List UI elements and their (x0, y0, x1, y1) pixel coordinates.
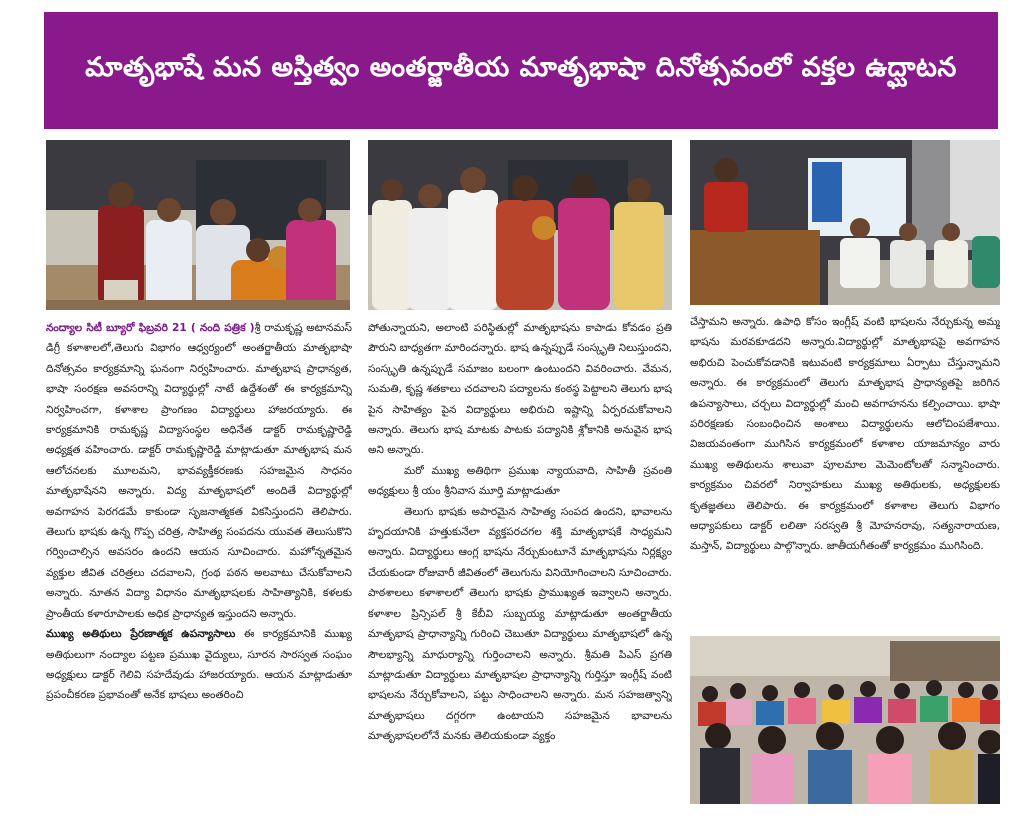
photo-speaker-at-podium (690, 140, 1000, 305)
byline: నంద్యాల సిటీ బ్యూరో ఫిబ్రవరి 21 ( నంది పత్రిక ) (46, 322, 255, 334)
headline-text: మాతృభాషే మన అస్తిత్వం అంతర్జాతీయ మాతృభాషా దినోత్సవంలో వక్తల ఉద్ఘాటన (85, 51, 957, 83)
column-1-body-text-2: ఈ కార్యక్రమానికి ముఖ్య అతిథులుగా నంద్యాల పట్టణ ప్రముఖ వైద్యులు, సూరన సారస్వత సంఘం అధ్యక్షులు డాక్టర్ గెలివి సహదేవుడు హాజరయ్యారు. ఆయన మాట్లాడుతూ ప్రపంచీకరణ ప్రభావంతో అనేక భాషలు అంతరించి (46, 628, 352, 702)
column-2-paragraph-2: మరో ముఖ్య అతిథిగా ప్రముఖ న్యాయవాది, సాహితీ స్రవంతి అధ్యక్షులు శ్రీ యం శ్రీనివాస మూర్తి మాట్లాడుతూ (368, 464, 672, 498)
article-column-1 (46, 318, 352, 818)
column-1-body-text: శ్రీ రామకృష్ణ అటానమస్ డిగ్రీ కళాశాలలో,తెలుగు విభాగం ఆధ్వర్యంలో అంతర్జాతీయ మాతృభాషా దినోత్సవం కార్యక్రమాన్ని ఘనంగా నిర్వహించారు. మాతృభాష ప్రాధాన్యత, భాషా సంరక్షణ అవసరాన్ని విద్యార్థుల్లో నాటే ఉద్దేశంతో ఈ కార్యక్రమాన్ని నిర్వహించగా, కళాశాల ప్రాంగణం విద్యార్థులు హాజరయ్యారు. ఈ కార్యక్రమానికి రామకృష్ణ విద్యాసంస్థల అధినేత డాక్టర్ రామకృష్ణారెడ్డి అధ్యక్షత వహించారు. డాక్టర్ రామకృష్ణారెడ్డి మాట్లాడుతూ మాతృభాష మన ఆలోచనలకు మూలమని, భావవ్యక్తీకరణకు సహజమైన సాధనం మాతృభాషేనని అన్నారు. విద్య మాతృభాషలో అందితే విద్యార్థుల్లో అవగాహన పెరగడమే కాకుండా సృజనాత్మకత వికసిస్తుందని తెలిపారు. తెలుగు భాషకు ఉన్న గొప్ప చరిత్ర, సాహిత్య సంపదను యువత తెలుసుకొని గర్వించాల్సిన అవసరం ఉందని ఆయన సూచించారు. మహోన్నతమైన వ్యక్తుల జీవిత చరిత్రలు చదవాలని, గ్రంథ పఠన అలవాటు చేసుకోవాలని అన్నారు. నూతన విద్యా విధానం మాతృభాషలకు సాహిత్యానికి, కళలకు ప్రాంతీయ కళారూపాలకు అధిక ప్రాధాన్యత ఇస్తుందని అన్నారు. (46, 322, 352, 620)
column-2-paragraph-3: తెలుగు భాషకు అపారమైన సాహిత్య సంపద ఉందని, భావాలను హృదయానికి హత్తుకునేలా వ్యక్తపరచగల శక్తి మాతృభాషకే సాధ్యమని అన్నారు. విద్యార్థులు ఆంగ్ల భాషను నేర్చుకుంటూనే మాతృభాషను నిర్లక్ష్యం చేయకుండా రోజువారీ జీవితంలో తెలుగును వినియోగించాలని సూచించారు. పాఠశాలలు కళాశాలలో తెలుగు భాషకు ప్రాముఖ్యత ఇవ్వాలని అన్నారు. కళాశాల ప్రిన్సిపల్ శ్రీ కేబీవి సుబ్బయ్య మాట్లాడుతూ అంతర్జాతీయ మాతృభాష ప్రాధాన్యాన్ని గురించి చెబుతూ విద్యార్థులు మాతృభాషలో ఉన్న సౌలభ్యాన్ని మాధుర్యాన్ని గుర్తించాలని అన్నారు. శ్రీమతి పిఎస్ ప్రగతి మాట్లాడుతూ విద్యార్థులు మాతృభాషల ప్రాధాన్యాన్ని గుర్తిస్తూ ఇంగ్లీష్ వంటి భాషలను నేర్చుకోవాలని, పట్టు సాధించాలని అన్నారు. మన సహజత్వాన్ని మాతృభాషలు దగ్గరగా ఉంటాయని సహజమైన భావాలను మాతృభాషలలోనే మనకు తెలియకుండా వ్యక్తం (368, 505, 672, 743)
photo-students-audience (690, 636, 1000, 804)
photo-honoring-guest-1 (46, 140, 350, 310)
headline-banner (44, 12, 998, 129)
column-1-first-paragraph (46, 318, 352, 624)
column-1-second-paragraph (46, 624, 352, 706)
subhead-chief-guests: ముఖ్య అతిథులు ప్రేరణాత్మక ఉపన్యాసాలు (46, 628, 236, 641)
photo-honoring-guest-2 (368, 140, 672, 310)
article-column-2 (368, 318, 672, 818)
column-3-paragraph-1: చేస్తామని అన్నారు. ఉపాధి కోసం ఇంగ్లీష్ వంటి భాషలను నేర్చుకున్న అమ్మ భాషను మరవకూడదని అన్నారు.విద్యార్థుల్లో మాతృభాషపై అవగాహన అభిరుచి పెంచుకోవడానికి ఇటువంటి కార్యక్రమాలు ఏర్పాటు చేస్తున్నామని అన్నారు. ఈ కార్యక్రమంలో తెలుగు మాతృభాష ప్రాధాన్యతపై జరిగిన ఉపన్యాసాలు, చర్చలు విద్యార్థుల్లో మంచి అవగాహనను కల్పించాయి. భాషా పరిరక్షణకు సంబంధించిన అంశాలు విద్యార్థులను ఆలోచింపజేశాయి. విజయవంతంగా ముగిసిన కార్యక్రమంలో కళాశాల యాజమాన్యం వారు ముఖ్య అతిథులను శాలువా పూలమాల మెమెంటోలతో సన్మానించారు. కార్యక్రమం చివరలో నిర్వాహకులు ముఖ్య అతిథులకు, అధ్యక్షులకు కృతజ్ఞతలు తెలిపారు. ఈ కార్యక్రమంలో కళాశాల తెలుగు విభాగం అధ్యాపకులు డాక్టర్ లలితా సరస్వతి శ్రీ మోహనరావు, సత్యనారాయణ, మస్తాన్, విద్యార్థులు పాల్గొన్నారు. జాతీయగీతంతో కార్యక్రమం ముగిసింది. (690, 316, 1000, 553)
article-column-3 (690, 312, 1000, 630)
column-2-paragraph-1: పోతున్నాయని, అలాంటి పరిస్థితుల్లో మాతృభాషను కాపాడు కోవడం ప్రతి పౌరుని బాధ్యతగా మారిందన్నారు. భాష ఉన్నప్పుడే సంస్కృతి నిలుస్తుందని, సంస్కృతి ఉన్నప్పుడే సమాజం బలంగా ఉంటుందని వివరించారు. వేమన, సుమతి, కృష్ణ శతకాలు చదవాలని పద్యాలను కంఠస్థ పెట్టాలని తెలుగు భాష పైన సాహిత్యం పైన విద్యార్థులు అభిరుచి ఇష్టాన్ని ఏర్పరచుకోవాలని అన్నారు. తెలుగు భాష మాటకు పాటకు పద్యానికి శ్లోకానికి అనువైన భాష అని అన్నారు. (368, 322, 672, 457)
